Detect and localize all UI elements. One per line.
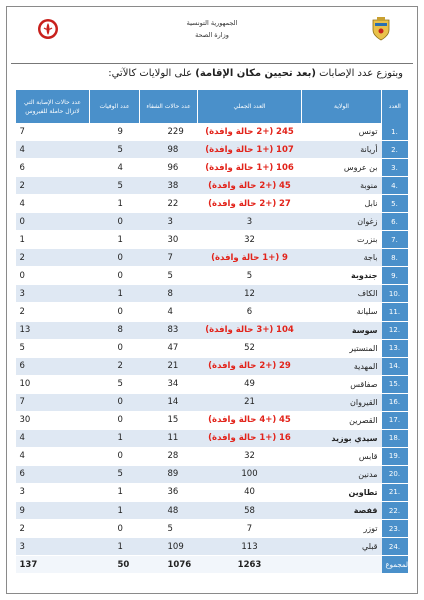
deaths-count: 1 xyxy=(90,538,140,556)
total-cases xyxy=(198,213,302,231)
totals-deaths: 50 xyxy=(90,556,140,574)
governorate-name: تونس xyxy=(302,123,382,141)
active-count: 2 xyxy=(16,303,90,321)
total-cases xyxy=(198,267,302,285)
total-value: 100 xyxy=(241,469,258,480)
total-value: 29 xyxy=(278,361,291,372)
row-number: 15. xyxy=(382,375,408,393)
governorate-name: نابل xyxy=(302,195,382,213)
deaths-count: 8 xyxy=(90,321,140,339)
recovered-count: 28 xyxy=(140,447,198,465)
row-number: 22. xyxy=(382,501,408,519)
recovered-count: 21 xyxy=(140,357,198,375)
deaths-count: 1 xyxy=(90,483,140,501)
imported-cases-note: (+2 حالة وافدة) xyxy=(208,198,277,209)
header-divider xyxy=(11,63,413,64)
total-cases xyxy=(198,339,302,357)
recovered-count: 96 xyxy=(140,159,198,177)
governorate-name: منوبة xyxy=(302,177,382,195)
deaths-count: 0 xyxy=(90,249,140,267)
recovered-count: 89 xyxy=(140,465,198,483)
total-cases xyxy=(198,520,302,538)
recovered-count: 38 xyxy=(140,177,198,195)
active-count: 7 xyxy=(16,123,90,141)
col-header-active: عدد حالات الإصابة التي لاتزال حاملة للفيروس xyxy=(16,90,90,123)
total-cases xyxy=(198,375,302,393)
total-value: 106 xyxy=(276,162,294,173)
governorate-name: قبلي xyxy=(302,538,382,556)
total-value: 9 xyxy=(281,252,288,263)
total-value: 16 xyxy=(278,433,291,444)
governorate-name: مدنين xyxy=(302,465,382,483)
table-row xyxy=(16,195,408,213)
recovered-count: 4 xyxy=(140,303,198,321)
cases-by-governorate-table xyxy=(15,90,408,574)
imported-cases-note: (+1 حالة وافدة) xyxy=(211,252,280,263)
table-row xyxy=(16,483,408,501)
row-number: 9. xyxy=(382,267,408,285)
table-header-row xyxy=(16,90,408,123)
row-number: 16. xyxy=(382,393,408,411)
deaths-count: 2 xyxy=(90,357,140,375)
governorate-name: بن عروس xyxy=(302,159,382,177)
table-row xyxy=(16,375,408,393)
totals-label: المجموع xyxy=(382,556,408,574)
table-row xyxy=(16,303,408,321)
total-cases xyxy=(198,123,302,141)
table-body xyxy=(16,123,408,556)
table-row xyxy=(16,267,408,285)
active-count: 2 xyxy=(16,177,90,195)
imported-cases-note: (+2 حالة وافدة) xyxy=(205,126,274,137)
governorate-name: زغوان xyxy=(302,213,382,231)
total-value: 3 xyxy=(246,216,253,227)
total-cases xyxy=(198,177,302,195)
active-count: 6 xyxy=(16,159,90,177)
document-page xyxy=(6,6,418,594)
active-count: 5 xyxy=(16,339,90,357)
active-count: 10 xyxy=(16,375,90,393)
intro-post: على الولايات كالآتي: xyxy=(108,68,193,79)
row-number: 1. xyxy=(382,123,408,141)
table-row xyxy=(16,285,408,303)
total-value: 21 xyxy=(244,397,255,408)
imported-cases-note: (+1 حالة وافدة) xyxy=(205,162,274,173)
active-count: 7 xyxy=(16,393,90,411)
table-row xyxy=(16,447,408,465)
total-cases xyxy=(198,159,302,177)
row-number: 21. xyxy=(382,483,408,501)
row-number: 10. xyxy=(382,285,408,303)
recovered-count: 3 xyxy=(140,213,198,231)
recovered-count: 109 xyxy=(140,538,198,556)
total-cases xyxy=(198,447,302,465)
total-value: 40 xyxy=(244,487,255,498)
republic-name: الجمهورية التونسية xyxy=(186,19,238,27)
totals-row xyxy=(16,556,408,574)
deaths-count: 0 xyxy=(90,339,140,357)
deaths-count: 1 xyxy=(90,195,140,213)
recovered-count: 36 xyxy=(140,483,198,501)
governorate-name: المهدية xyxy=(302,357,382,375)
imported-cases-note: (+1 حالة وافدة) xyxy=(208,433,277,444)
recovered-count: 5 xyxy=(140,267,198,285)
row-number: 11. xyxy=(382,303,408,321)
row-number: 2. xyxy=(382,141,408,159)
row-number: 24. xyxy=(382,538,408,556)
row-number: 4. xyxy=(382,177,408,195)
active-count: 3 xyxy=(16,285,90,303)
active-count: 4 xyxy=(16,429,90,447)
governorate-name: القصرين xyxy=(302,411,382,429)
governorate-name: صفاقس xyxy=(302,375,382,393)
governorate-name: جندوبة xyxy=(302,267,382,285)
governorate-name: سليانة xyxy=(302,303,382,321)
deaths-count: 5 xyxy=(90,177,140,195)
total-cases xyxy=(198,411,302,429)
totals-recovered: 1076 xyxy=(140,556,198,574)
imported-cases-note: (+1 حالة وافدة) xyxy=(205,144,274,155)
recovered-count: 34 xyxy=(140,375,198,393)
recovered-count: 47 xyxy=(140,339,198,357)
total-value: 49 xyxy=(244,379,255,390)
table-row xyxy=(16,393,408,411)
active-count: 3 xyxy=(16,538,90,556)
recovered-count: 8 xyxy=(140,285,198,303)
active-count: 6 xyxy=(16,465,90,483)
active-count: 4 xyxy=(16,141,90,159)
active-count: 0 xyxy=(16,213,90,231)
document-header xyxy=(7,7,417,69)
recovered-count: 98 xyxy=(140,141,198,159)
total-value: 7 xyxy=(246,523,253,534)
recovered-count: 83 xyxy=(140,321,198,339)
governorate-name: توزر xyxy=(302,520,382,538)
table-row xyxy=(16,231,408,249)
deaths-count: 1 xyxy=(90,501,140,519)
total-value: 113 xyxy=(241,541,258,552)
total-cases xyxy=(198,249,302,267)
total-cases xyxy=(198,141,302,159)
table-row xyxy=(16,321,408,339)
total-value: 6 xyxy=(246,306,253,317)
total-cases xyxy=(198,231,302,249)
imported-cases-note: (+4 حالة وافدة) xyxy=(208,415,277,426)
total-cases xyxy=(198,538,302,556)
total-value: 32 xyxy=(244,234,255,245)
table-row xyxy=(16,429,408,447)
active-count: 4 xyxy=(16,195,90,213)
row-number: 7. xyxy=(382,231,408,249)
recovered-count: 48 xyxy=(140,501,198,519)
total-cases xyxy=(198,195,302,213)
deaths-count: 1 xyxy=(90,285,140,303)
row-number: 6. xyxy=(382,213,408,231)
governorate-name: أريانة xyxy=(302,141,382,159)
row-number: 13. xyxy=(382,339,408,357)
row-number: 18. xyxy=(382,429,408,447)
government-title xyxy=(7,19,417,39)
total-value: 32 xyxy=(244,451,255,462)
active-count: 6 xyxy=(16,357,90,375)
total-value: 104 xyxy=(276,325,294,336)
table-row xyxy=(16,538,408,556)
total-value: 45 xyxy=(278,180,291,191)
active-count: 3 xyxy=(16,483,90,501)
governorate-name: سوسة xyxy=(302,321,382,339)
total-value: 5 xyxy=(246,270,253,281)
table-row xyxy=(16,520,408,538)
governorate-name: بنزرت xyxy=(302,231,382,249)
row-number: 12. xyxy=(382,321,408,339)
active-count: 0 xyxy=(16,267,90,285)
total-value: 52 xyxy=(244,343,255,354)
row-number: 8. xyxy=(382,249,408,267)
table-row xyxy=(16,339,408,357)
total-value: 45 xyxy=(278,415,291,426)
intro-pre: وبتوزع عدد الإصابات xyxy=(319,68,403,79)
table-row xyxy=(16,357,408,375)
row-number: 5. xyxy=(382,195,408,213)
recovered-count: 11 xyxy=(140,429,198,447)
active-count: 2 xyxy=(16,249,90,267)
total-cases xyxy=(198,321,302,339)
totals-total: 1263 xyxy=(198,556,302,574)
total-value: 107 xyxy=(276,144,294,155)
imported-cases-note: (+2 حالة وافدة) xyxy=(208,361,277,372)
intro-sentence xyxy=(108,68,403,79)
deaths-count: 5 xyxy=(90,141,140,159)
recovered-count: 5 xyxy=(140,520,198,538)
table-row xyxy=(16,213,408,231)
total-value: 27 xyxy=(278,198,291,209)
table-row xyxy=(16,159,408,177)
total-cases xyxy=(198,483,302,501)
row-number: 17. xyxy=(382,411,408,429)
deaths-count: 1 xyxy=(90,231,140,249)
table-row xyxy=(16,501,408,519)
row-number: 3. xyxy=(382,159,408,177)
active-count: 1 xyxy=(16,231,90,249)
table-row xyxy=(16,411,408,429)
row-number: 23. xyxy=(382,520,408,538)
deaths-count: 5 xyxy=(90,375,140,393)
recovered-count: 30 xyxy=(140,231,198,249)
totals-empty-cell xyxy=(302,556,382,574)
row-number: 14. xyxy=(382,357,408,375)
col-header-total: العدد الجملي xyxy=(198,90,302,123)
total-cases xyxy=(198,393,302,411)
active-count: 30 xyxy=(16,411,90,429)
total-cases xyxy=(198,501,302,519)
governorate-name: تطاوين xyxy=(302,483,382,501)
active-count: 13 xyxy=(16,321,90,339)
col-header-deaths: عدد الوفيات xyxy=(90,90,140,123)
total-cases xyxy=(198,429,302,447)
deaths-count: 0 xyxy=(90,520,140,538)
ministry-name: وزارة الصحة xyxy=(195,31,229,39)
recovered-count: 7 xyxy=(140,249,198,267)
table-row xyxy=(16,141,408,159)
table-row xyxy=(16,465,408,483)
recovered-count: 22 xyxy=(140,195,198,213)
col-header-num: العدد xyxy=(382,90,408,123)
governorate-name: قابس xyxy=(302,447,382,465)
governorate-name: سيدي بوزيد xyxy=(302,429,382,447)
recovered-count: 229 xyxy=(140,123,198,141)
intro-bold: (بعد تحيين مكان الإقامة) xyxy=(195,68,316,79)
col-header-governorate: الولاية xyxy=(302,90,382,123)
deaths-count: 0 xyxy=(90,267,140,285)
table-row xyxy=(16,177,408,195)
col-header-recovered: عدد حالات الشفاء xyxy=(140,90,198,123)
totals-active: 137 xyxy=(16,556,90,574)
coat-of-arms-icon xyxy=(371,17,391,41)
total-value: 58 xyxy=(244,505,255,516)
active-count: 2 xyxy=(16,520,90,538)
imported-cases-note: (+3 حالة وافدة) xyxy=(205,325,274,336)
governorate-name: المنستير xyxy=(302,339,382,357)
governorate-name: الكاف xyxy=(302,285,382,303)
governorate-name: القيروان xyxy=(302,393,382,411)
total-cases xyxy=(198,465,302,483)
row-number: 20. xyxy=(382,465,408,483)
total-cases xyxy=(198,285,302,303)
total-cases xyxy=(198,357,302,375)
total-value: 245 xyxy=(276,126,294,137)
deaths-count: 0 xyxy=(90,411,140,429)
recovered-count: 14 xyxy=(140,393,198,411)
deaths-count: 9 xyxy=(90,123,140,141)
imported-cases-note: (+2 حالة وافدة) xyxy=(208,180,277,191)
deaths-count: 0 xyxy=(90,447,140,465)
deaths-count: 4 xyxy=(90,159,140,177)
table-row xyxy=(16,249,408,267)
deaths-count: 5 xyxy=(90,465,140,483)
total-value: 12 xyxy=(244,288,255,299)
deaths-count: 1 xyxy=(90,429,140,447)
row-number: 19. xyxy=(382,447,408,465)
active-count: 4 xyxy=(16,447,90,465)
deaths-count: 0 xyxy=(90,213,140,231)
table-row xyxy=(16,123,408,141)
deaths-count: 0 xyxy=(90,393,140,411)
governorate-name: باجة xyxy=(302,249,382,267)
deaths-count: 0 xyxy=(90,303,140,321)
governorate-name: قفصة xyxy=(302,501,382,519)
total-cases xyxy=(198,303,302,321)
recovered-count: 15 xyxy=(140,411,198,429)
active-count: 9 xyxy=(16,501,90,519)
